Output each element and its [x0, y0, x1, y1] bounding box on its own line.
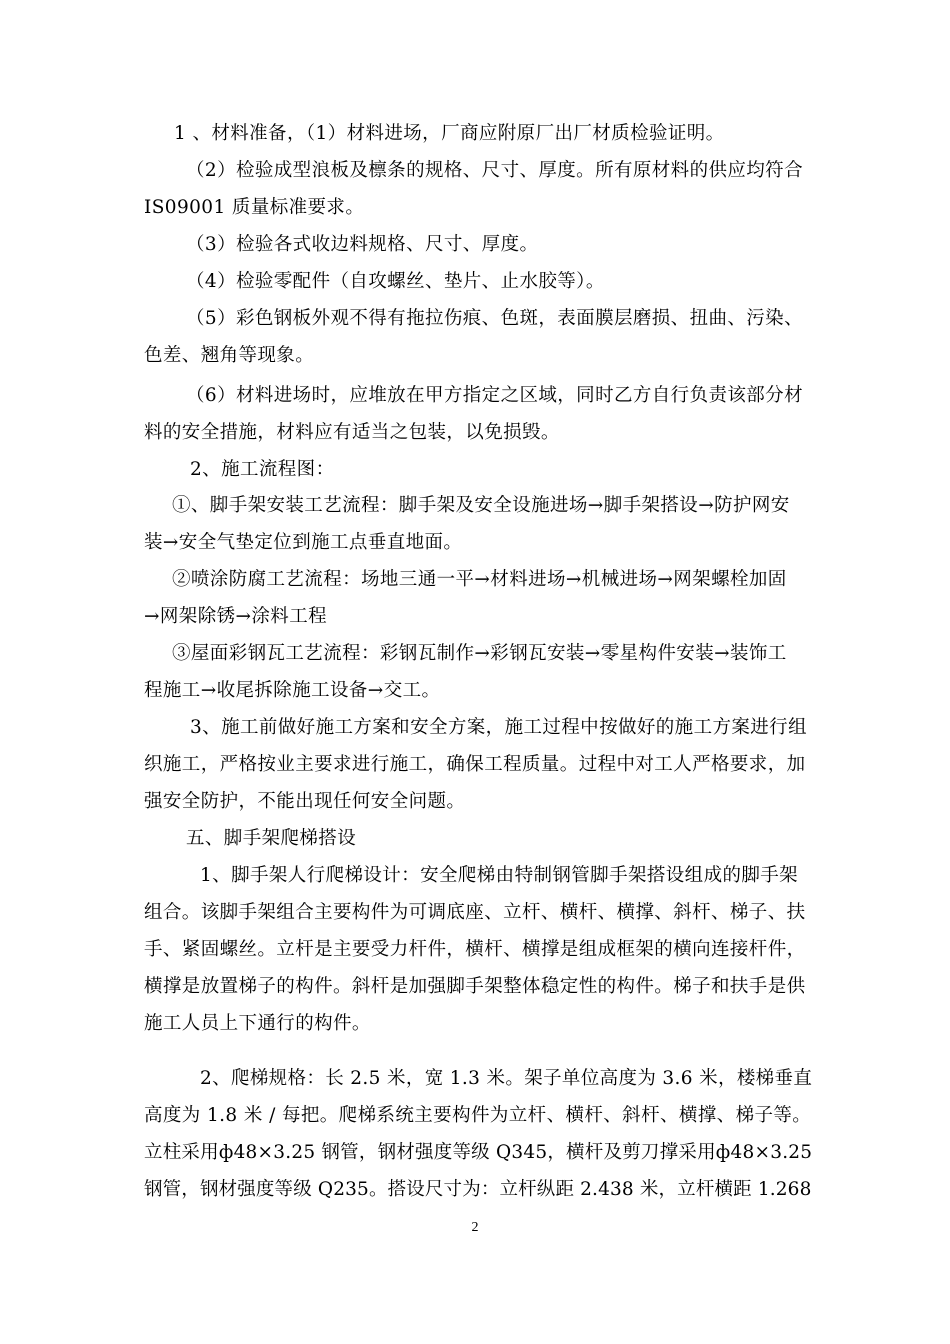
text-line: ②喷涂防腐工艺流程：场地三通一平→材料进场→机械进场→网架螺栓加固 [172, 569, 787, 590]
text-line: 色差、翘角等现象。 [144, 345, 315, 366]
text-line: 2、爬梯规格：长 2.5 米，宽 1.3 米。架子单位高度为 3.6 米，楼梯垂直 [200, 1068, 813, 1089]
text-line: 立柱采用ф48×3.25 钢管，钢材强度等级 Q345，横杆及剪刀撑采用ф48×3.25 [144, 1142, 813, 1163]
text-line: （3）检验各式收边料规格、尺寸、厚度。 [186, 234, 539, 255]
text-line: →网架除锈→涂料工程 [144, 606, 328, 627]
text-line: （5）彩色钢板外观不得有拖拉伤痕、色斑，表面膜层磨损、扭曲、污染、 [186, 308, 803, 329]
text-line: ①、脚手架安装工艺流程：脚手架及安全设施进场→脚手架搭设→防护网安 [172, 495, 790, 516]
text-line: （6）材料进场时，应堆放在甲方指定之区域，同时乙方自行负责该部分材 [186, 385, 803, 406]
text-line: 强安全防护，不能出现任何安全问题。 [144, 791, 466, 812]
text-line: 高度为 1.8 米 / 每把。爬梯系统主要构件为立杆、横杆、斜杆、横撑、梯子等。 [144, 1105, 812, 1126]
text-line: 程施工→收尾拆除施工设备→交工。 [144, 680, 441, 701]
text-line: 手、紧固螺丝。立杆是主要受力杆件，横杆、横撑是组成框架的横向连接杆件， [144, 939, 806, 960]
text-line: 1 、材料准备，（1）材料进场，厂商应附原厂出厂材质检验证明。 [174, 123, 725, 144]
text-line: 钢管，钢材强度等级 Q235。搭设尺寸为：立杆纵距 2.438 米，立杆横距 1.268 [144, 1179, 812, 1200]
text-line: 1、脚手架人行爬梯设计：安全爬梯由特制钢管脚手架搭设组成的脚手架 [200, 865, 799, 886]
text-line: 装→安全气垫定位到施工点垂直地面。 [144, 532, 463, 553]
section-heading: 2、施工流程图： [190, 459, 335, 480]
text-line: 3、施工前做好施工方案和安全方案，施工过程中按做好的施工方案进行组 [190, 717, 807, 738]
text-line: 织施工，严格按业主要求进行施工，确保工程质量。过程中对工人严格要求，加 [144, 754, 806, 775]
text-line: IS09001 质量标准要求。 [144, 197, 365, 218]
text-line: （2）检验成型浪板及檩条的规格、尺寸、厚度。所有原材料的供应均符合 [186, 160, 803, 181]
section-heading: 五、脚手架爬梯搭设 [186, 828, 357, 849]
text-line: 横撑是放置梯子的构件。斜杆是加强脚手架整体稳定性的构件。梯子和扶手是供 [144, 976, 806, 997]
text-line: （4）检验零配件（自攻螺丝、垫片、止水胶等）。 [186, 271, 605, 292]
page-number: 2 [471, 1220, 479, 1235]
text-line: ③屋面彩钢瓦工艺流程：彩钢瓦制作→彩钢瓦安装→零星构件安装→装饰工 [172, 643, 787, 664]
text-line: 施工人员上下通行的构件。 [144, 1013, 371, 1034]
text-line: 料的安全措施，材料应有适当之包装，以免损毁。 [144, 422, 560, 443]
text-line: 组合。该脚手架组合主要构件为可调底座、立杆、横杆、横撑、斜杆、梯子、扶 [144, 902, 806, 923]
